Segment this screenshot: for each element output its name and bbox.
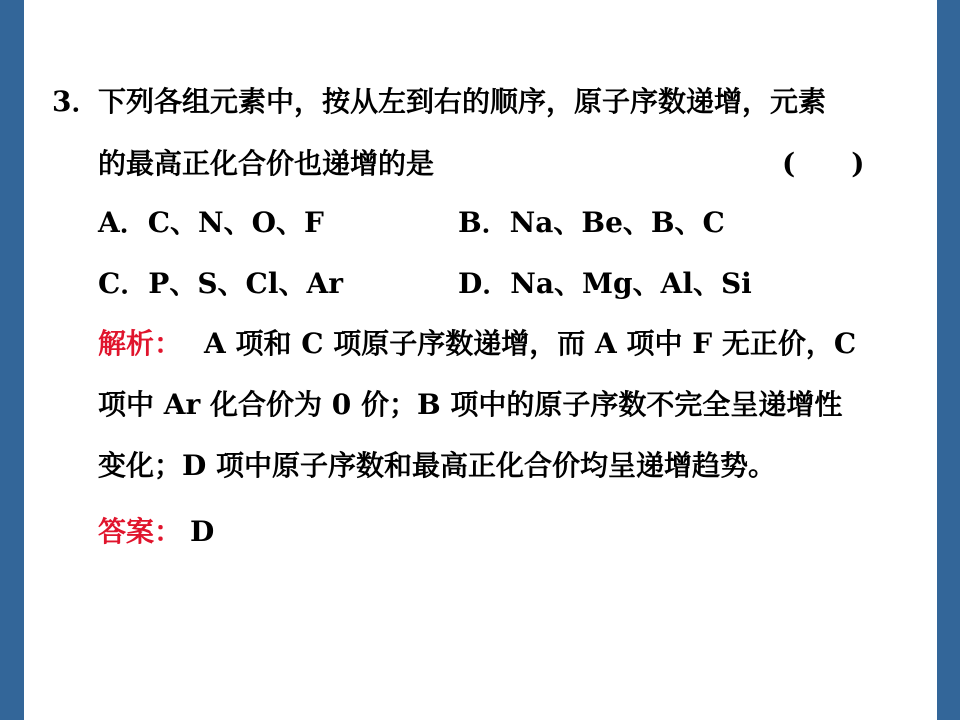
option-d: D．Na、Mg、Al、Si xyxy=(458,267,752,300)
option-b: B．Na、Be、B、C xyxy=(458,206,725,239)
analysis-line1: A 项和 C 项原子序数递增，而 A 项中 F 无正价，C xyxy=(204,327,857,360)
question-stem-line2: 的最高正化合价也递增的是 xyxy=(98,147,435,180)
option-a: A．C、N、O、F xyxy=(98,206,324,239)
analysis-line3: 变化；D 项中原子序数和最高正化合价均呈递增趋势。 xyxy=(98,449,777,482)
answer-value: D xyxy=(190,515,215,548)
left-side-bar xyxy=(0,0,24,720)
option-c: C．P、S、Cl、Ar xyxy=(98,267,343,300)
question-stem-line1: 下列各组元素中，按从左到右的顺序，原子序数递增，元素 xyxy=(98,85,827,118)
analysis-label: 解析： xyxy=(98,327,183,360)
analysis-line2: 项中 Ar 化合价为 0 价；B 项中的原子序数不完全呈递增性 xyxy=(98,388,843,421)
answer-label: 答案： xyxy=(98,515,183,548)
answer-blank: ( ) xyxy=(782,147,865,180)
right-side-bar xyxy=(937,0,960,720)
question-number: 3． xyxy=(52,85,100,118)
